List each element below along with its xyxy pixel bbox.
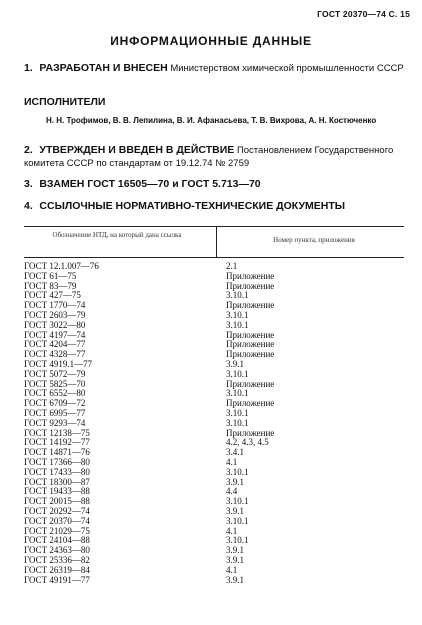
cell-document: ГОСТ 9293—74 (24, 417, 86, 428)
cell-document: ГОСТ 17366—80 (24, 456, 90, 467)
cell-clause: 3.10.1 (226, 535, 249, 546)
cell-clause: 4.1 (226, 456, 238, 467)
cell-clause: 3.9.1 (226, 358, 244, 369)
cell-clause: 4.1 (226, 525, 238, 536)
cell-document: ГОСТ 1770—74 (24, 300, 86, 311)
column-divider (216, 227, 217, 257)
table-body (24, 262, 404, 585)
item-developed (24, 62, 404, 75)
table-row (24, 576, 404, 586)
cell-clause: Приложение (226, 270, 275, 281)
cell-document: ГОСТ 49191—77 (24, 574, 90, 585)
cell-document: ГОСТ 12138—75 (24, 427, 90, 438)
item-text: ВЗАМЕН ГОСТ 16505—70 и ГОСТ 5.713—70 (39, 178, 261, 190)
cell-document: ГОСТ 18300—87 (24, 476, 90, 487)
cell-clause: Приложение (226, 378, 275, 389)
cell-clause: 4.2, 4.3, 4.5 (226, 437, 269, 448)
item-text: ССЫЛОЧНЫЕ НОРМАТИВНО-ТЕХНИЧЕСКИЕ ДОКУМЕНТЫ (39, 200, 346, 212)
document-title: ИНФОРМАЦИОННЫЕ ДАННЫЕ (110, 34, 312, 48)
cell-document: ГОСТ 21029—75 (24, 525, 90, 536)
cell-document: ГОСТ 3022—80 (24, 319, 86, 330)
cell-document: ГОСТ 4328—77 (24, 349, 86, 360)
cell-clause: 3.9.1 (226, 574, 244, 585)
cell-document: ГОСТ 61—75 (24, 270, 77, 281)
cell-clause: 3.10.1 (226, 368, 249, 379)
item-lead: РАЗРАБОТАН И ВНЕСЕН (39, 62, 168, 74)
cell-document: ГОСТ 83—79 (24, 280, 77, 291)
item-number: 1. (24, 62, 33, 74)
cell-document: ГОСТ 427—75 (24, 290, 81, 301)
cell-clause: Приложение (226, 349, 275, 360)
cell-clause: 3.9.1 (226, 545, 244, 556)
executors-names: Н. Н. Трофимов, В. В. Лепилина, В. И. Афанасьева, Т. В. Вихрова, А. Н. Костюченко (46, 116, 377, 125)
cell-clause: Приложение (226, 329, 275, 340)
cell-document: ГОСТ 5072—79 (24, 368, 86, 379)
cell-document: ГОСТ 6552—80 (24, 388, 86, 399)
item-lead: УТВЕРЖДЕН И ВВЕДЕН В ДЕЙСТВИЕ (39, 144, 235, 156)
table-row (24, 262, 404, 272)
cell-document: ГОСТ 2603—79 (24, 309, 86, 320)
item-number: 2. (24, 144, 33, 156)
item-text: Министерством химической промышленности СССР (170, 63, 404, 74)
cell-document: ГОСТ 20370—74 (24, 515, 90, 526)
cell-clause: 2.1 (226, 261, 238, 271)
cell-clause: 3.10.1 (226, 417, 249, 428)
cell-clause: 3.10.1 (226, 407, 249, 418)
cell-clause: 3.9.1 (226, 505, 244, 516)
item-number: 3. (24, 178, 33, 190)
cell-clause: 3.10.1 (226, 466, 249, 477)
cell-clause: 3.10.1 (226, 290, 249, 301)
cell-clause: 3.9.1 (226, 476, 244, 487)
cell-clause: 4.4 (226, 486, 238, 497)
cell-clause: 3.10.1 (226, 319, 249, 330)
cell-clause: 3.9.1 (226, 554, 244, 565)
cell-clause: 3.4.1 (226, 447, 244, 458)
table-header (24, 226, 404, 258)
cell-clause: 4.1 (226, 564, 238, 575)
cell-clause: 3.10.1 (226, 515, 249, 526)
cell-document: ГОСТ 6995—77 (24, 407, 86, 418)
cell-clause: Приложение (226, 280, 275, 291)
column-header-document: Обозначение НТД, на который дана ссылка (52, 231, 182, 239)
cell-document: ГОСТ 4919.1—77 (24, 358, 93, 369)
cell-document: ГОСТ 20292—74 (24, 505, 90, 516)
cell-clause: Приложение (226, 339, 275, 350)
cell-document: ГОСТ 19433—88 (24, 486, 90, 497)
cell-document: ГОСТ 5825—70 (24, 378, 86, 389)
cell-document: ГОСТ 4197—74 (24, 329, 86, 340)
cell-document: ГОСТ 25336—82 (24, 554, 90, 565)
cell-clause: 3.10.1 (226, 388, 249, 399)
item-references (24, 200, 404, 213)
item-replaces (24, 178, 404, 191)
cell-document: ГОСТ 24104—88 (24, 535, 90, 546)
item-number: 4. (24, 200, 33, 212)
cell-document: ГОСТ 17433—80 (24, 466, 90, 477)
cell-clause: 3.10.1 (226, 496, 249, 507)
page-header: ГОСТ 20370—74 С. 15 (317, 9, 410, 19)
cell-document: ГОСТ 20015—88 (24, 496, 90, 507)
cell-clause: Приложение (226, 427, 275, 438)
table-row (24, 282, 404, 292)
column-header-clause: Номер пункта, приложения (273, 236, 355, 244)
executors-heading: ИСПОЛНИТЕЛИ (24, 96, 106, 108)
cell-document: ГОСТ 24363—80 (24, 545, 90, 556)
item-approved (24, 144, 404, 170)
cell-document: ГОСТ 6709—72 (24, 398, 86, 409)
table-row (24, 272, 404, 282)
references-table (24, 226, 404, 585)
cell-document: ГОСТ 14871—76 (24, 447, 90, 458)
cell-document: ГОСТ 4204—77 (24, 339, 86, 350)
cell-clause: Приложение (226, 398, 275, 409)
cell-clause: 3.10.1 (226, 309, 249, 320)
cell-document: ГОСТ 12.1.007—76 (24, 261, 99, 271)
item-text: Постановлением Государственного комитета СССР по стандартам от 19.12.74 № 2759 (24, 145, 394, 169)
cell-document: ГОСТ 14192—77 (24, 437, 90, 448)
cell-clause: Приложение (226, 300, 275, 311)
cell-document: ГОСТ 26319—84 (24, 564, 90, 575)
